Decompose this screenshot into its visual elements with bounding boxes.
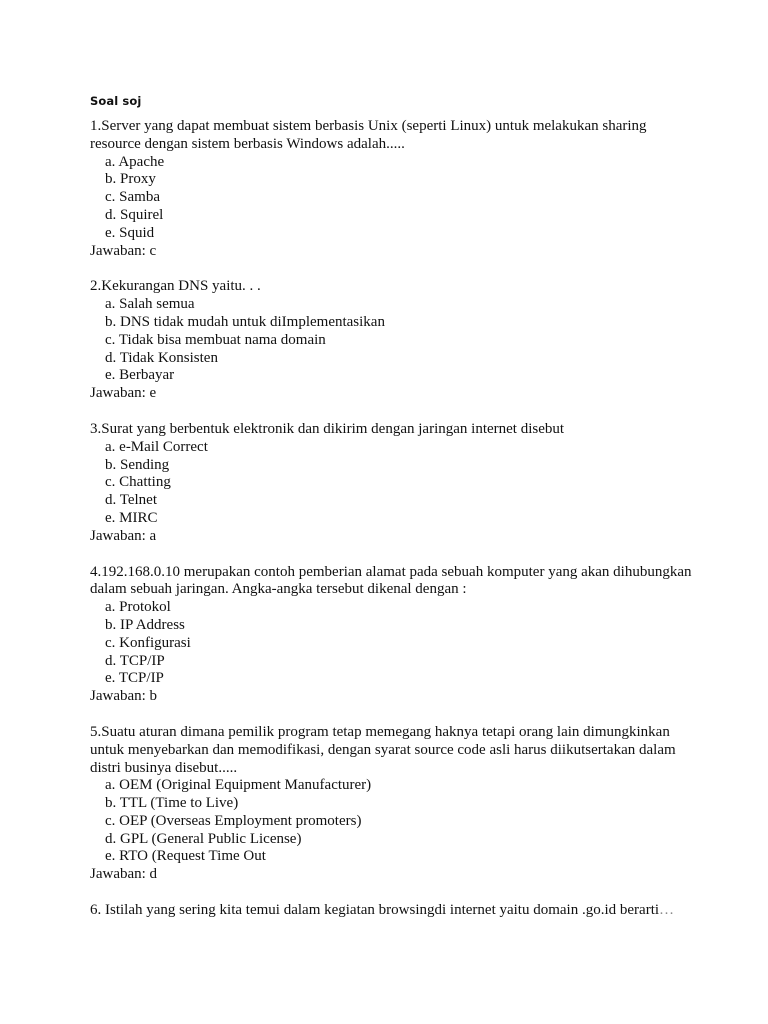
question-3 bbox=[90, 421, 700, 546]
options-list bbox=[90, 439, 700, 528]
option-a: a. Apache bbox=[105, 153, 165, 170]
option-e: e. MIRC bbox=[105, 509, 158, 526]
question-6 bbox=[90, 902, 700, 920]
options-list bbox=[90, 599, 700, 688]
document-page bbox=[90, 94, 700, 938]
option-d: d. GPL (General Public License) bbox=[105, 830, 302, 847]
option-d: d. Tidak Konsisten bbox=[105, 349, 218, 366]
option-b: b. Sending bbox=[105, 456, 170, 473]
option-b: b. TTL (Time to Live) bbox=[105, 795, 239, 812]
option-b: b. Proxy bbox=[105, 171, 156, 188]
question-text: 3.Surat yang berbentuk elektronik dan dikirim dengan jaringan internet disebut bbox=[90, 420, 565, 437]
question-text bbox=[90, 902, 700, 920]
option-a: a. Salah semua bbox=[105, 296, 195, 313]
question-text: 4.192.168.0.10 merupakan contoh pemberian alamat pada sebuah komputer yang akan dihubungkan dalam sebuah jaringan. Angka-angka tersebut dikenal dengan : bbox=[90, 563, 692, 598]
question-2 bbox=[90, 278, 700, 403]
answer-line: Jawaban: b bbox=[90, 688, 158, 705]
truncation-ellipsis: … bbox=[659, 902, 676, 919]
option-e: e. Squid bbox=[105, 224, 155, 241]
option-d: d. TCP/IP bbox=[105, 652, 165, 669]
question-6-text: 6. Istilah yang sering kita temui dalam kegiatan browsingdi internet yaitu domain .go.id berarti bbox=[90, 902, 660, 919]
option-e: e. Berbayar bbox=[105, 367, 175, 384]
option-e: e. RTO (Request Time Out bbox=[105, 848, 266, 865]
option-a: a. e-Mail Correct bbox=[105, 438, 208, 455]
option-c: c. Konfigurasi bbox=[105, 634, 191, 651]
question-text: 5.Suatu aturan dimana pemilik program tetap memegang haknya tetapi orang lain dimungkinkan untuk menyebarkan dan memodifikasi, dengan syarat source code asli harus diikutsertakan dalam distri businya disebut..... bbox=[90, 723, 676, 776]
option-c: c. Samba bbox=[105, 189, 160, 206]
question-4 bbox=[90, 564, 700, 706]
options-list bbox=[90, 154, 700, 243]
option-e: e. TCP/IP bbox=[105, 670, 164, 687]
option-a: a. Protokol bbox=[105, 599, 171, 616]
option-d: d. Squirel bbox=[105, 206, 164, 223]
answer-line: Jawaban: a bbox=[90, 527, 157, 544]
question-text: 1.Server yang dapat membuat sistem berbasis Unix (seperti Linux) untuk melakukan sharing resource dengan sistem berbasis Windows adalah..... bbox=[90, 118, 647, 152]
option-c: c. OEP (Overseas Employment promoters) bbox=[105, 812, 362, 829]
option-b: b. IP Address bbox=[105, 616, 185, 633]
question-5 bbox=[90, 724, 700, 884]
option-c: c. Tidak bisa membuat nama domain bbox=[105, 331, 326, 348]
question-1 bbox=[90, 118, 700, 260]
answer-line: Jawaban: d bbox=[90, 866, 158, 883]
options-list bbox=[90, 777, 700, 866]
document-title: Soal soj bbox=[90, 94, 142, 108]
option-d: d. Telnet bbox=[105, 492, 157, 509]
option-a: a. OEM (Original Equipment Manufacturer) bbox=[105, 777, 372, 794]
option-b: b. DNS tidak mudah untuk diImplementasikan bbox=[105, 313, 385, 330]
option-c: c. Chatting bbox=[105, 474, 171, 491]
answer-line: Jawaban: c bbox=[90, 242, 157, 259]
question-text: 2.Kekurangan DNS yaitu. . . bbox=[90, 278, 261, 295]
options-list bbox=[90, 296, 700, 385]
answer-line: Jawaban: e bbox=[90, 385, 157, 402]
